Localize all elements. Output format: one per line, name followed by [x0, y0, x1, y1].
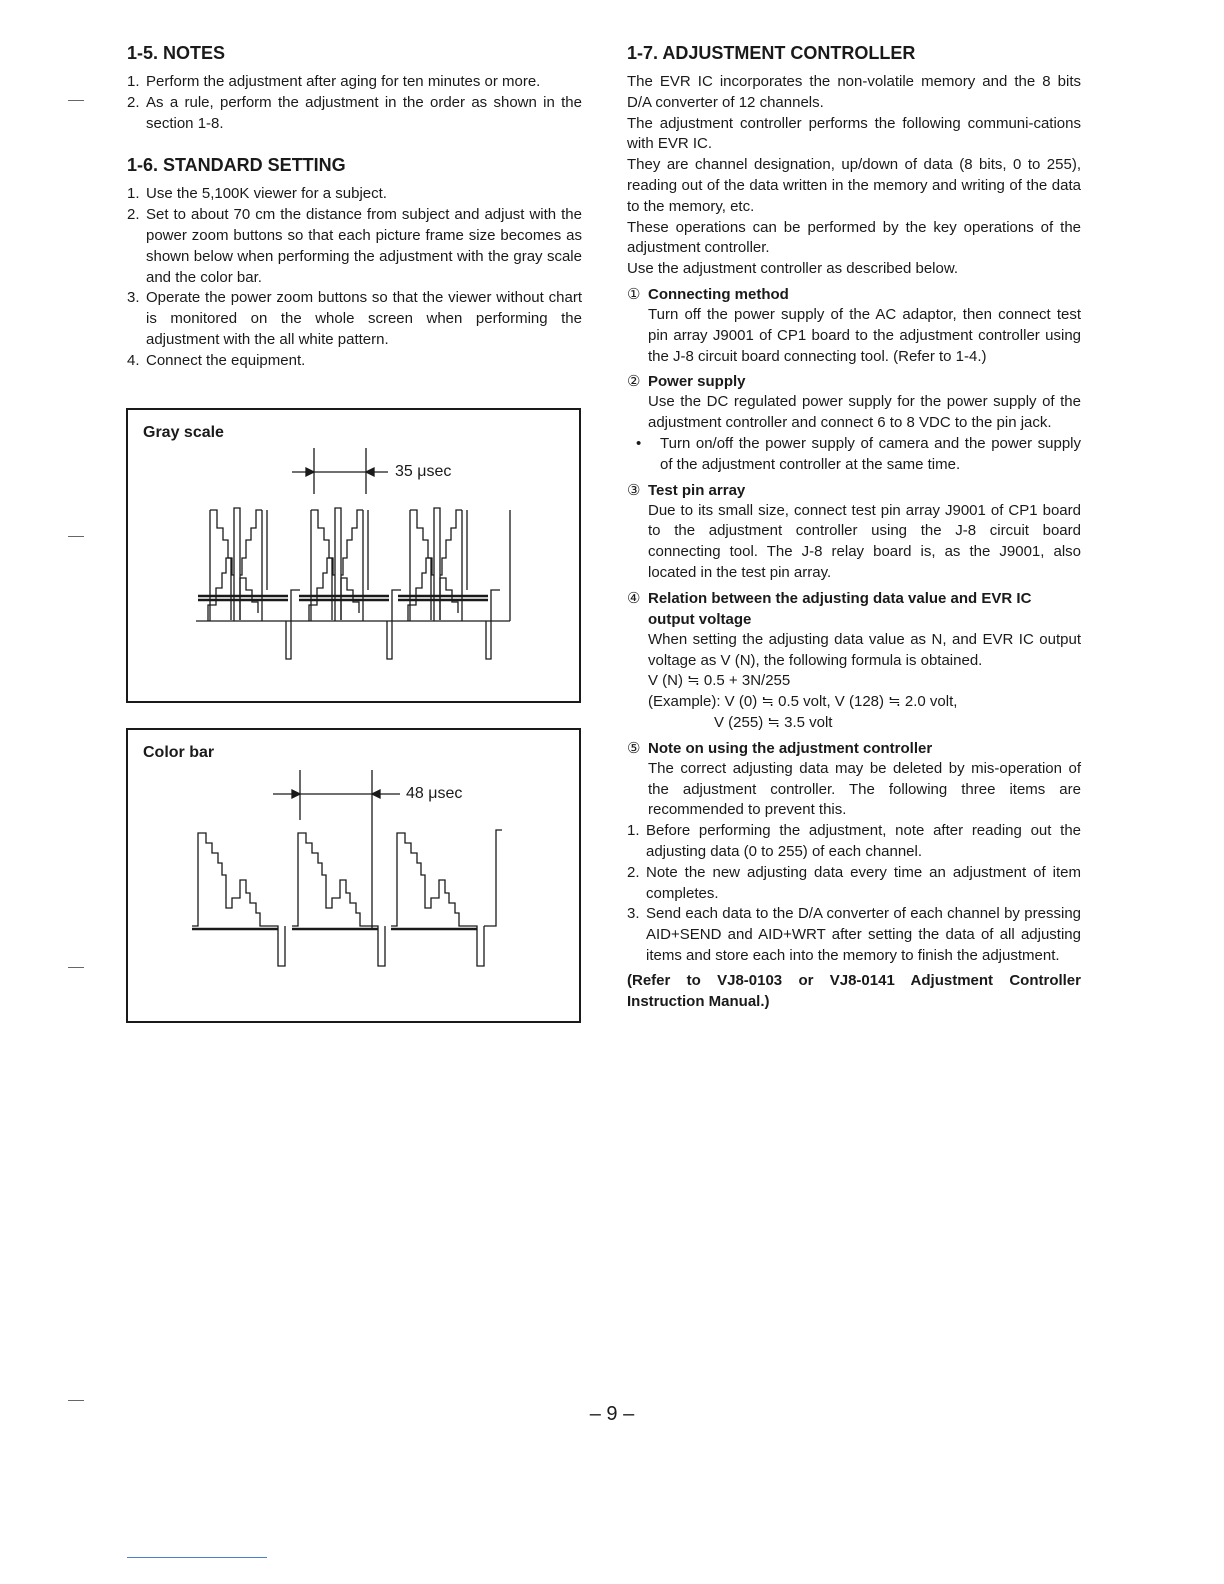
reference-note: (Refer to VJ8-0103 or VJ8-0141 Adjustment Controller Instruction Manual.)	[627, 971, 1081, 1010]
list-item: 1. Perform the adjustment after aging for ten minutes or more.	[127, 73, 541, 90]
list-item: 2. Note the new adjusting data every time an adjustment of item completes.	[627, 863, 1081, 902]
standard-list	[127, 184, 582, 371]
color-bar-title: Color bar	[143, 744, 215, 761]
color-period-label: 48 μsec	[406, 785, 463, 802]
footer-rule	[127, 1557, 267, 1558]
list-item: 3. Operate the power zoom buttons so that the viewer without chart is monitored on the whole screen when performing the adjustment with the all white pattern.	[127, 289, 582, 348]
right-column	[627, 40, 1081, 1012]
section-note-using: ⑤ Note on using the adjustment controller The correct adjusting data may be deleted by mis-operation of the adjustment controller. The following three items are recommended to prevent this. 1. Before performing the adjustment, note after reading out the adjusting data (0 to 255) of each channel. 2. Note the new adjusting data every time an adjustment of item completes. 3. Send each data to the D/A converter of each channel by pressing AID+SEND and AID+WRT after setting the data of all adjusting items and store each into the memory to finish the adjustment.	[627, 738, 1081, 967]
formula: V (N) ≒ 0.5 + 3N/255	[648, 672, 791, 690]
binder-mark	[68, 536, 84, 537]
list-item: 2. Set to about 70 cm the distance from subject and adjust with the power zoom buttons so that each picture frame size becomes as shown below when performing the adjustment with the gray scale and the color bar.	[127, 206, 582, 286]
gray-scale-title: Gray scale	[143, 424, 224, 441]
binder-mark	[68, 100, 84, 101]
gray-scale-figure	[126, 408, 581, 703]
section-power-supply: ② Power supply Use the DC regulated power supply for the power supply of the adjustment controller and connect 6 to 8 VDC to the pin jack. • Turn on/off the power supply of camera and the power supply of the adjustment controller at the same time.	[627, 373, 1081, 473]
intro-line: The adjustment controller performs the following communi-cations with EVR IC.	[627, 114, 1081, 153]
note-list	[627, 821, 1081, 967]
example-line: V (255) ≒ 3.5 volt	[714, 713, 833, 731]
section-connecting-method: ① Connecting method Turn off the power supply of the AC adaptor, then connect test pin array J9001 of CP1 board to the adjustment controller using the J-8 circuit board connecting tool. (Refer to 1-4.)	[627, 285, 1081, 365]
section-test-pin-array: ③ Test pin array Due to its small size, connect test pin array J9001 of CP1 board to the adjustment controller using the J-8 circuit board connecting tool. The J-8 relay board is, as the J9001, also located in the test pin array.	[627, 481, 1081, 581]
list-item: 1. Before performing the adjustment, note after reading out the adjusting data (0 to 255) of each channel.	[627, 822, 1081, 860]
color-bar-figure	[126, 728, 581, 1023]
gray-scale-waveform	[128, 410, 579, 701]
section-relation: ④ Relation between the adjusting data value and EVR IC output voltage When setting the adjusting data value as N, and EVR IC output voltage as V (N), the following formula is obtained. V (N) ≒ 0.5 + 3N/255 (Example): V (0) ≒ 0.5 volt, V (128) ≒ 2.0 volt, V (255) ≒ 3.5 volt	[627, 588, 1081, 734]
controller-heading: 1-7. ADJUSTMENT CONTROLLER	[627, 43, 916, 63]
example-line: (Example): V (0) ≒ 0.5 volt, V (128) ≒ 2.0 volt,	[648, 693, 958, 711]
left-column	[127, 40, 582, 372]
list-item: 3. Send each data to the D/A converter of each channel by pressing AID+SEND and AID+WRT after setting the data of all adjusting items and store each into the memory to finish the adjustment.	[627, 905, 1081, 964]
notes-list	[127, 72, 582, 134]
list-item: 2. As a rule, perform the adjustment in the order as shown in the section 1-8.	[127, 93, 582, 132]
intro-line: Use the adjustment controller as described below.	[627, 260, 959, 278]
color-bar-waveform	[128, 730, 579, 1021]
list-item: 1. Use the 5,100K viewer for a subject.	[127, 185, 387, 203]
page-number: – 9 –	[589, 1403, 635, 1425]
intro-line: These operations can be performed by the key operations of the adjustment controller.	[627, 218, 1081, 257]
gray-period-label: 35 μsec	[395, 463, 452, 480]
standard-heading: 1-6. STANDARD SETTING	[127, 155, 346, 176]
binder-mark	[68, 1400, 84, 1401]
notes-heading: 1-5. NOTES	[127, 43, 226, 63]
binder-mark	[68, 967, 84, 968]
intro-line: The EVR IC incorporates the non-volatile memory and the 8 bits D/A converter of 12 channels.	[627, 73, 1081, 111]
list-item: 4. Connect the equipment.	[127, 351, 306, 369]
intro-line: They are channel designation, up/down of data (8 bits, 0 to 255), reading out of the data written in the memory and writing of the data to the memory, etc.	[627, 156, 1081, 215]
